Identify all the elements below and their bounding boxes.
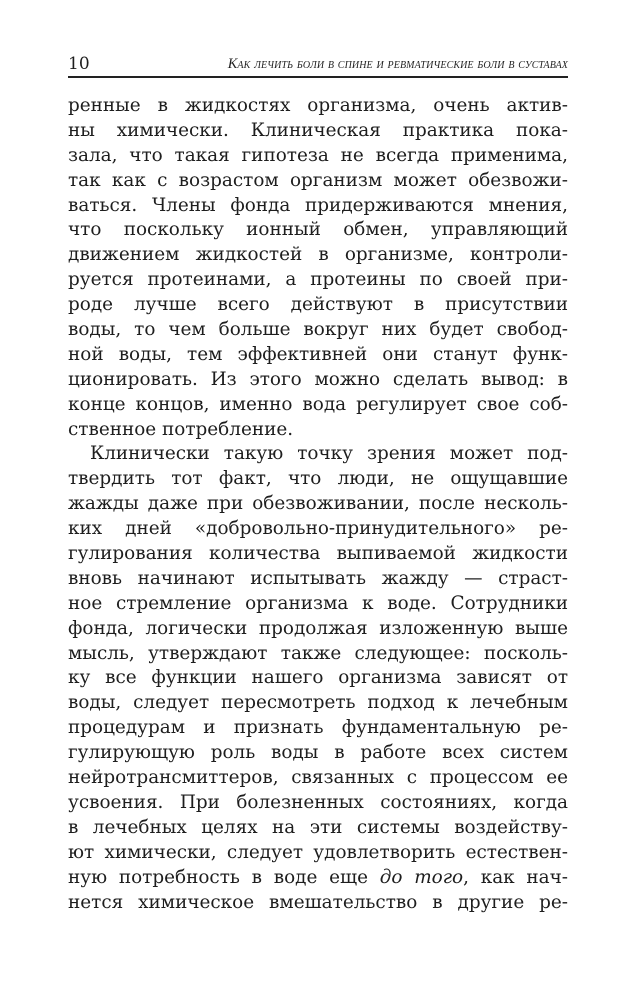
text-line: что поскольку ионный обмен, управляющий xyxy=(68,219,568,241)
text-line: жажды даже при обезвоживании, после несколь- xyxy=(68,493,568,515)
emphasis-text: до того xyxy=(379,866,464,888)
text-line: ной воды, тем эффективней они станут функ- xyxy=(68,343,568,365)
text-line: ких дней «добровольно-принудительного» ре- xyxy=(68,518,568,540)
text-line: зала, что такая гипотеза не всегда применима, xyxy=(68,144,568,166)
text-line: гулирующую роль воды в работе всех систем xyxy=(68,742,568,764)
text-line: процедурам и признать фундаментальную ре- xyxy=(68,717,568,739)
text-line: ны химически. Клиническая практика пока- xyxy=(68,119,568,141)
text-segment: , как нач- xyxy=(463,866,569,888)
text-line: ваться. Члены фонда придерживаются мнения, xyxy=(68,194,568,216)
text-line: Клинически такую точку зрения может под- xyxy=(90,443,568,465)
running-header xyxy=(68,54,568,78)
text-line: так как с возрастом организм может обезвожи- xyxy=(68,169,568,191)
text-line: движением жидкостей в организме, контроли- xyxy=(68,244,568,266)
text-line: конце концов, именно вода регулирует свое соб- xyxy=(68,393,568,415)
text-line: нется химическое вмешательство в другие ре- xyxy=(68,891,568,913)
text-line: воды, следует пересмотреть подход к лечебным xyxy=(68,692,568,714)
text-line: мысль, утверждают также следующее: посколь- xyxy=(68,642,568,664)
text-line: ют химически, следует удовлетворить естествен- xyxy=(68,841,568,863)
page-number: 10 xyxy=(68,54,90,74)
running-title: Как лечить боли в спине и ревматические боли в суставах xyxy=(227,56,568,72)
text-line: фонда, логически продолжая изложенную выше xyxy=(68,617,568,639)
text-line: ционировать. Из этого можно сделать вывод: в xyxy=(68,368,568,390)
text-line: ку все функции нашего организма зависят от xyxy=(68,667,568,689)
text-line: воды, то чем больше вокруг них будет свобод- xyxy=(68,319,568,341)
text-line xyxy=(68,866,568,891)
text-line: вновь начинают испытывать жажду — страст- xyxy=(68,567,568,589)
text-line: ренные в жидкостях организма, очень актив- xyxy=(68,95,568,116)
text-line: ное стремление организма к воде. Сотрудники xyxy=(68,592,568,614)
text-segment: ную потребность в воде еще xyxy=(68,866,380,888)
text-line: ственное потребление. xyxy=(68,418,294,440)
body-text xyxy=(68,94,568,915)
text-line: гулирования количества выпиваемой жидкости xyxy=(68,543,568,565)
text-line: роде лучше всего действуют в присутствии xyxy=(68,294,568,316)
text-line: руется протеинами, а протеины по своей при- xyxy=(68,269,568,291)
text-line: в лечебных целях на эти системы воздейству- xyxy=(68,816,568,838)
text-line: усвоения. При болезненных состояниях, когда xyxy=(68,791,568,813)
text-line: нейротрансмиттеров, связанных с процессом ее xyxy=(68,767,568,789)
text-line: твердить тот факт, что люди, не ощущавшие xyxy=(68,468,568,490)
